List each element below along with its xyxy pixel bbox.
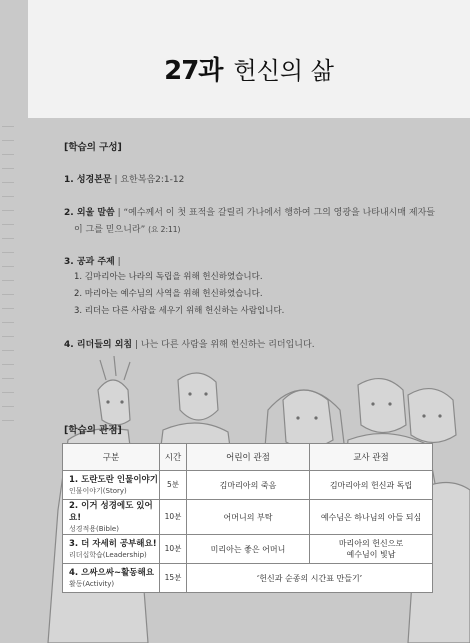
activity-cell bbox=[63, 564, 160, 593]
theme-line bbox=[64, 254, 121, 267]
side-dash bbox=[2, 294, 14, 295]
teacher-view-cell: 김마리아의 헌신과 독립 bbox=[310, 471, 433, 500]
side-dash bbox=[2, 182, 14, 183]
leader-cry-line bbox=[64, 337, 315, 350]
column-header: 교사 관점 bbox=[310, 444, 433, 471]
teacher-view-cell: 예수님은 하나님의 아들 되심 bbox=[310, 500, 433, 535]
activity-title: 1. 도란도란 인물이야기 bbox=[69, 475, 158, 485]
time-cell: 10분 bbox=[160, 535, 187, 564]
column-header: 시간 bbox=[160, 444, 187, 471]
side-dash bbox=[2, 280, 14, 281]
side-dash bbox=[2, 154, 14, 155]
side-dash bbox=[2, 392, 14, 393]
activity-cell bbox=[63, 535, 160, 564]
activity-cell bbox=[63, 500, 160, 535]
memory-verse-line2 bbox=[74, 222, 180, 235]
table-header-row bbox=[63, 444, 433, 471]
table-row bbox=[63, 500, 433, 535]
time-cell: 15분 bbox=[160, 564, 187, 593]
memory-reference: (요 2:11) bbox=[148, 225, 181, 234]
perspective-table bbox=[62, 443, 433, 593]
side-dash bbox=[2, 140, 14, 141]
activity-subtitle: 활동(Activity) bbox=[69, 580, 115, 588]
side-dash bbox=[2, 196, 14, 197]
theme-item: 3. 리더는 다른 사람을 세우기 위해 헌신하는 사람입니다. bbox=[74, 306, 285, 316]
table-row bbox=[63, 564, 433, 593]
theme-item: 2. 마리아는 예수님의 사역을 위해 헌신하였습니다. bbox=[74, 289, 263, 299]
side-dash bbox=[2, 252, 14, 253]
table-row bbox=[63, 535, 433, 564]
scripture-label: 1. 성경본문 bbox=[64, 175, 112, 185]
lesson-title: 헌신의 삶 bbox=[233, 57, 334, 85]
side-dash bbox=[2, 308, 14, 309]
side-dash bbox=[2, 364, 14, 365]
child-view-cell: 어머니의 부탁 bbox=[187, 500, 310, 535]
memory-verse-line bbox=[64, 205, 435, 218]
activity-subtitle: 인물이야기(Story) bbox=[69, 487, 127, 495]
side-dash bbox=[2, 168, 14, 169]
teacher-view-line: 예수님이 빛남 bbox=[346, 550, 396, 559]
perspective-heading: [학습의 관점] bbox=[64, 425, 122, 436]
side-dash bbox=[2, 406, 14, 407]
side-dash bbox=[2, 378, 14, 379]
leader-label: 4. 리더들의 외침 bbox=[64, 340, 133, 350]
side-dash bbox=[2, 420, 14, 421]
lesson-number: 27과 bbox=[164, 56, 223, 86]
memory-text-line2: 이 그를 믿으니라” bbox=[74, 225, 146, 235]
time-cell: 10분 bbox=[160, 500, 187, 535]
activity-subtitle: 성경적용(Bible) bbox=[69, 525, 119, 533]
leader-value: | 나는 다른 사람을 위해 헌신하는 리더입니다. bbox=[135, 340, 315, 350]
side-dash bbox=[2, 126, 14, 127]
scripture-line bbox=[64, 172, 184, 185]
theme-bar: | bbox=[117, 257, 121, 267]
activity-title: 3. 더 자세히 공부해요! bbox=[69, 539, 157, 549]
teacher-view-line: 마리아의 헌신으로 bbox=[338, 539, 404, 548]
activity-title: 2. 이거 성경에도 있어요! bbox=[69, 501, 153, 523]
page-title bbox=[28, 50, 470, 87]
column-header: 구분 bbox=[63, 444, 160, 471]
activity-cell bbox=[63, 471, 160, 500]
theme-item: 1. 김마리아는 나라의 독립을 위해 헌신하였습니다. bbox=[74, 272, 263, 282]
memory-text-line1: | “예수께서 이 첫 표적을 갈릴리 가나에서 행하여 그의 영광을 나타내시매 제자들 bbox=[117, 208, 435, 218]
activity-title: 4. 으싸으싸~활동해요 bbox=[69, 568, 154, 578]
activity-subtitle: 리더십학습(Leadership) bbox=[69, 551, 147, 559]
side-dash bbox=[2, 336, 14, 337]
teacher-view-cell bbox=[310, 535, 433, 564]
side-dash bbox=[2, 224, 14, 225]
side-dash bbox=[2, 350, 14, 351]
side-dash bbox=[2, 210, 14, 211]
scripture-value: | 요한복음2:1-12 bbox=[114, 175, 185, 185]
side-dash bbox=[2, 238, 14, 239]
structure-heading: [학습의 구성] bbox=[64, 142, 122, 153]
memory-label: 2. 외울 말씀 bbox=[64, 208, 115, 218]
column-header: 어린이 관점 bbox=[187, 444, 310, 471]
theme-label: 3. 공과 주제 bbox=[64, 257, 115, 267]
side-dash bbox=[2, 322, 14, 323]
side-dash bbox=[2, 266, 14, 267]
side-dash-marks bbox=[0, 118, 20, 438]
time-cell: 5분 bbox=[160, 471, 187, 500]
child-view-cell: 미리아는 좋은 어머니 bbox=[187, 535, 310, 564]
merged-view-cell: ‘헌신과 순종의 시간표 만들기’ bbox=[187, 564, 433, 593]
table-row bbox=[63, 471, 433, 500]
child-view-cell: 김마리아의 죽음 bbox=[187, 471, 310, 500]
